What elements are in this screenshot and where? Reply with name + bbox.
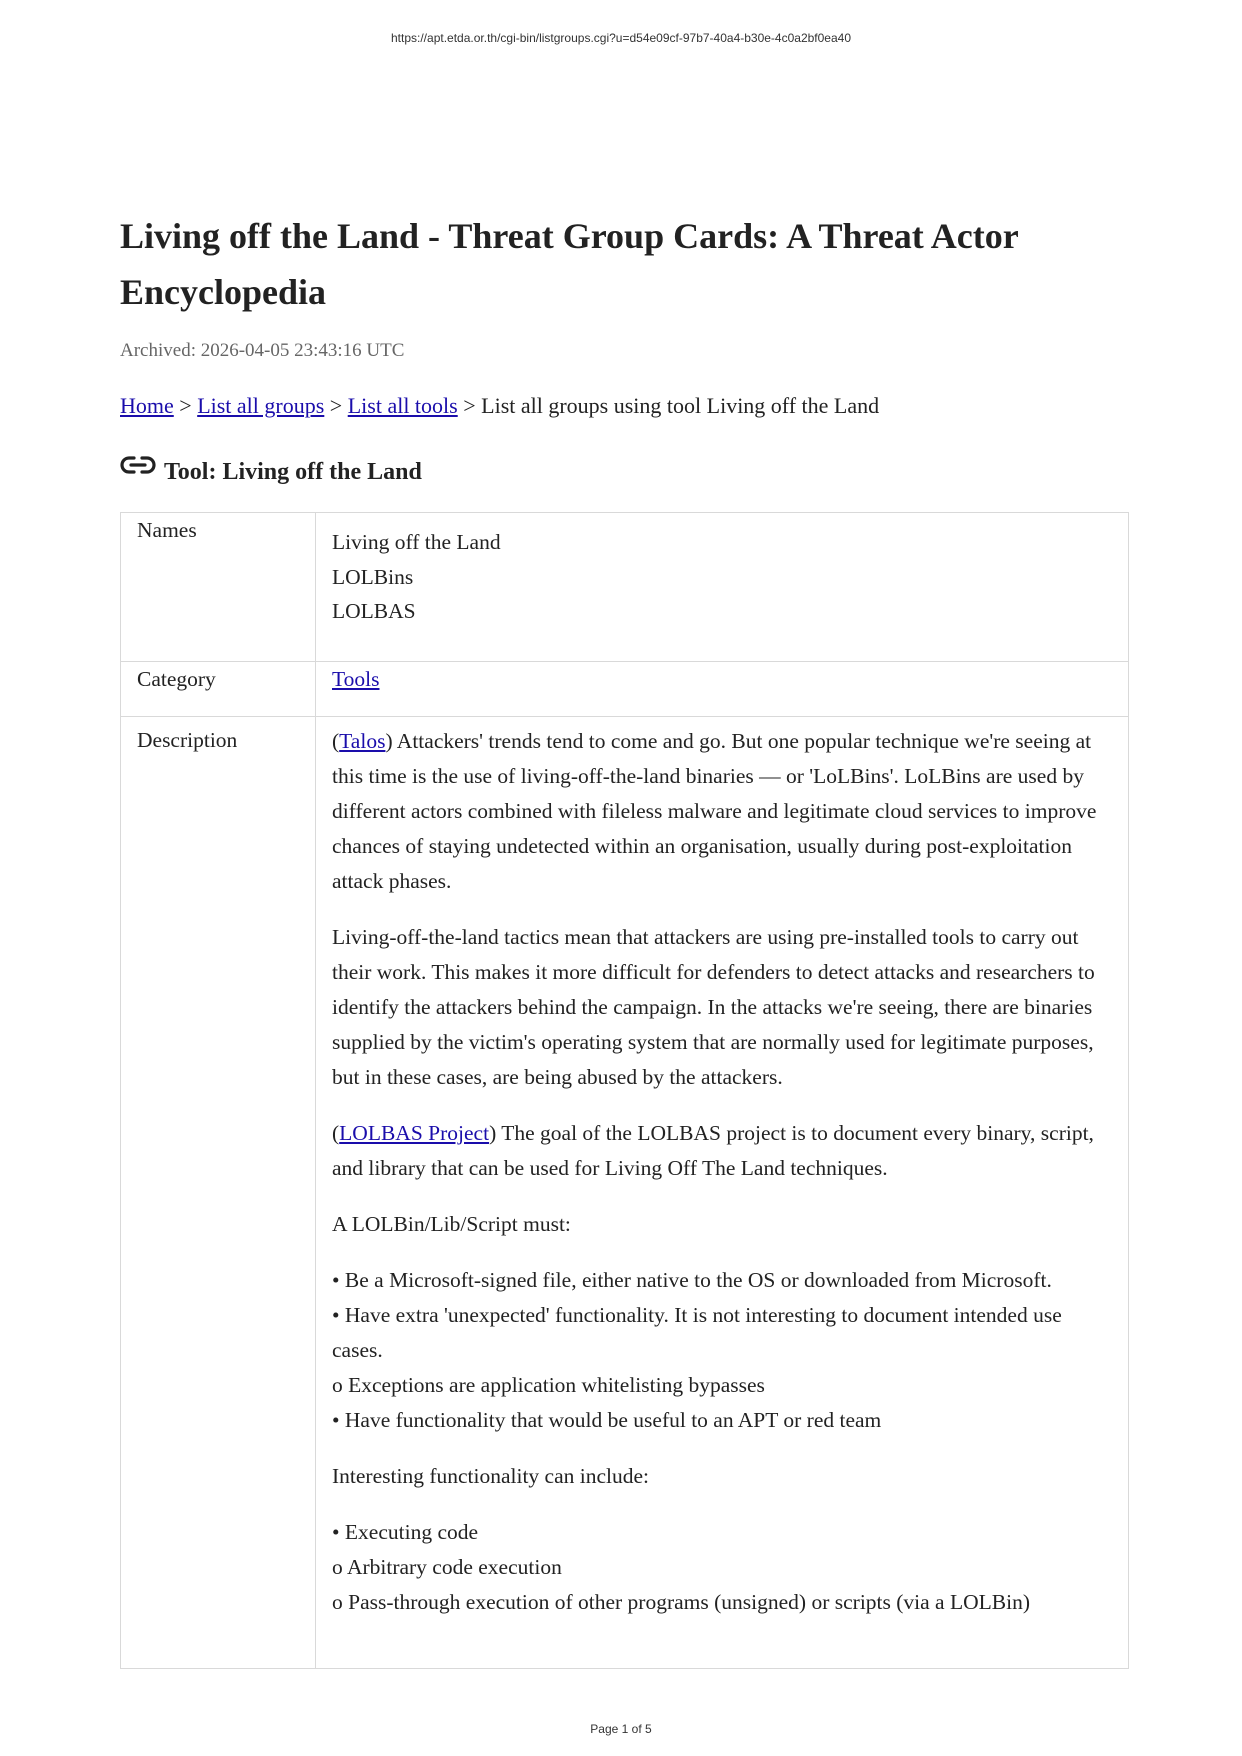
breadcrumb-groups-link[interactable]: List all groups [197, 393, 325, 418]
tool-heading-text: Tool: Living off the Land [164, 459, 422, 485]
name-item: LOLBins [332, 564, 414, 589]
list-item: o Exceptions are application whitelisting bypasses [332, 1373, 765, 1397]
print-header-url: https://apt.etda.or.th/cgi-bin/listgroups.cgi?u=d54e09cf-97b7-40a4-b30e-4c0a2bf0ea40 [391, 31, 851, 45]
description-value [316, 717, 1129, 1669]
requirements-list [332, 1263, 1110, 1438]
table-row-names [121, 513, 1129, 662]
description-paragraph: (LOLBAS Project) The goal of the LOLBAS project is to document every binary, script, and library that can be used for Living Off The Land techniques. [332, 1121, 1094, 1180]
list-item: o Arbitrary code execution [332, 1555, 562, 1579]
description-paragraph: Living-off-the-land tactics mean that attackers are using pre-installed tools to carry out their work. This makes it more difficult for defenders to detect attacks and researchers to identify the attackers behind the campaign. In the attacks we're seeing, there are binaries supplied by the victim's operating system that are normally used for legitimate purposes, but in these cases, are being abused by the attackers. [332, 925, 1095, 1089]
breadcrumb-current: List all groups using tool Living off the Land [481, 393, 880, 418]
names-value [316, 513, 1129, 662]
page-title: Living off the Land - Threat Group Cards: A Threat Actor Encyclopedia [120, 216, 1019, 312]
names-label: Names [121, 513, 316, 662]
list-item: • Have functionality that would be useful to an APT or red team [332, 1408, 882, 1432]
name-item: Living off the Land [332, 530, 501, 554]
table-row-category [121, 662, 1129, 717]
description-text: Attackers' trends tend to come and go. But one popular technique we're seeing at this time is the use of living-off-the-land binaries — or 'LoLBins'. LoLBins are used by different actors combined with fileless malware and legitimate cloud services to improve chances of staying undetected within an organisation, usually during post-exploitation attack phases. [332, 729, 1097, 893]
archived-timestamp: Archived: 2026-04-05 23:43:16 UTC [120, 340, 405, 361]
category-tools-link[interactable]: Tools [332, 667, 380, 691]
breadcrumb-home-link[interactable]: Home [120, 393, 174, 418]
breadcrumb-separator: > [463, 393, 476, 418]
description-text: The goal of the LOLBAS project is to document every binary, script, and library that can be used for Living Off The Land techniques. [332, 1121, 1094, 1180]
functionality-list [332, 1515, 1110, 1620]
list-item: • Have extra 'unexpected' functionality. It is not interesting to document intended use cases. [332, 1303, 1062, 1362]
tool-info-table [120, 512, 1129, 1669]
link-icon [120, 454, 156, 476]
lolbas-project-link[interactable]: LOLBAS Project [339, 1121, 490, 1145]
description-paragraph: Interesting functionality can include: [332, 1464, 650, 1488]
print-footer-page: Page 1 of 5 [590, 1722, 652, 1736]
name-item: LOLBAS [332, 599, 416, 623]
description-paragraph: (Talos) Attackers' trends tend to come and go. But one popular technique we're seeing at this time is the use of living-off-the-land binaries — or 'LoLBins'. LoLBins are used by different actors combined with fileless malware and legitimate cloud services to improve chances of staying undetected within an organisation, usually during post-exploitation attack phases. [332, 729, 1097, 893]
description-paragraph: A LOLBin/Lib/Script must: [332, 1212, 571, 1236]
breadcrumb-separator: > [329, 393, 343, 418]
tool-heading [120, 456, 1128, 488]
page-content [120, 208, 1128, 1669]
category-label: Category [121, 662, 316, 717]
breadcrumb-tools-link[interactable]: List all tools [347, 393, 458, 418]
description-label: Description [121, 717, 316, 1669]
list-item: • Be a Microsoft-signed file, either native to the OS or downloaded from Microsoft. [332, 1268, 1052, 1292]
category-value [316, 662, 1129, 717]
talos-link[interactable]: Talos [339, 729, 386, 753]
list-item: • Executing code [332, 1520, 479, 1544]
list-item: o Pass-through execution of other programs (unsigned) or scripts (via a LOLBin) [332, 1590, 1030, 1614]
breadcrumb-separator: > [179, 393, 192, 418]
breadcrumb [120, 392, 1128, 420]
table-row-description [121, 717, 1129, 1669]
